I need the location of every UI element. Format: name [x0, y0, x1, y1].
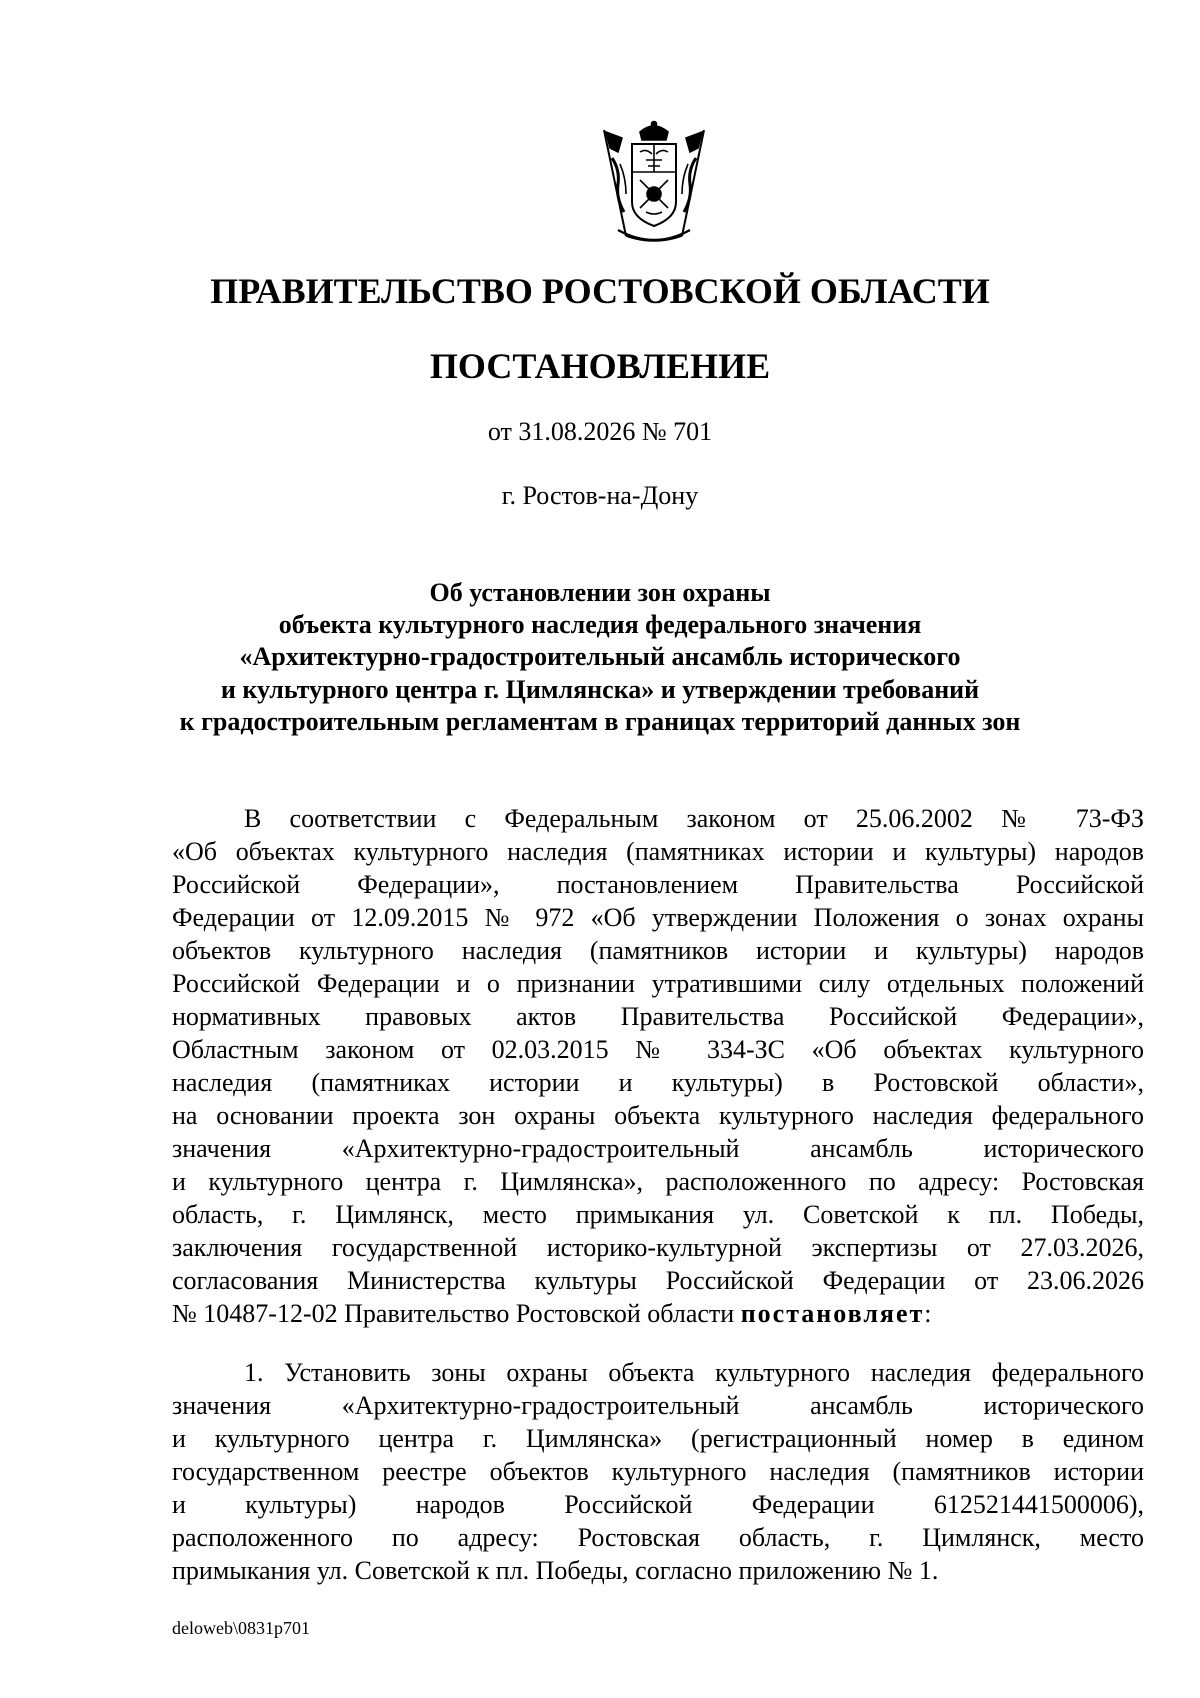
item-1-line: примыкания ул. Советской к пл. Победы, согласно приложению № 1. — [172, 1556, 939, 1585]
item-1-line: и культуры) народов Российской Федерации 612521441500006), — [172, 1490, 1144, 1519]
file-reference: deloweb\0831p701 — [172, 1618, 310, 1638]
preamble-line: область, г. Цимлянск, место примыкания ул. Советской к пл. Победы, — [172, 1200, 1144, 1229]
subject-line: к градостроительным регламентам в границах территорий данных зон — [179, 706, 1021, 736]
preamble-last-line — [172, 1297, 1144, 1330]
preamble-line: Российской Федерации и о признании утратившими силу отдельных положений — [172, 969, 1144, 998]
subject-line: объекта культурного наследия федерального значения — [278, 610, 922, 640]
subject-line: и культурного центра г. Цимлянска» и утверждении требований — [220, 674, 980, 704]
preamble-line: Федерации от 12.09.2015 № 972 «Об утверждении Положения о зонах охраны — [172, 903, 1144, 932]
preamble-line: нормативных правовых актов Правительства Российской Федерации», — [172, 1002, 1144, 1031]
preamble-line: на основании проекта зон охраны объекта культурного наследия федерального — [172, 1101, 1144, 1130]
item-1-line: 1. Установить зоны охраны объекта культурного наследия федерального — [244, 1358, 1144, 1387]
item-1-line: расположенного по адресу: Ростовская область, г. Цимлянск, место — [172, 1523, 1144, 1552]
preamble-last-line-prefix: № 10487-12-02 Правительство Ростовской области — [172, 1299, 741, 1328]
preamble-line: значения «Архитектурно-градостроительный ансамбль исторического — [172, 1134, 1144, 1163]
preamble-line: Областным законом от 02.03.2015 № 334-ЗС «Об объектах культурного — [172, 1035, 1144, 1064]
subject-line: «Архитектурно-градостроительный ансамбль исторического — [239, 642, 961, 672]
preamble-line: заключения государственной историко-культурной экспертизы от 27.03.2026, — [172, 1233, 1144, 1262]
preamble-line: согласования Министерства культуры Российской Федерации от 23.06.2026 — [172, 1266, 1144, 1295]
item-1-paragraph — [172, 1356, 1144, 1587]
preamble-line: В соответствии с Федеральным законом от 25.06.2002 № 73-ФЗ — [244, 804, 1144, 833]
item-1-line: значения «Архитектурно-градостроительный ансамбль исторического — [172, 1391, 1144, 1420]
preamble-line: и культурного центра г. Цимлянска», расположенного по адресу: Ростовская — [172, 1167, 1144, 1196]
item-1-line: и культурного центра г. Цимлянска» (регистрационный номер в едином — [172, 1424, 1144, 1453]
preamble-last-line-suffix: : — [924, 1299, 932, 1328]
preamble-paragraph — [172, 802, 1144, 1330]
subject-line: Об установлении зон охраны — [429, 578, 771, 607]
document-city: г. Ростов-на-Дону — [501, 481, 699, 510]
item-1-line: государственном реестре объектов культурного наследия (памятников истории — [172, 1457, 1144, 1486]
preamble-line: «Об объектах культурного наследия (памятниках истории и культуры) народов — [172, 837, 1144, 866]
resolves-word: постановляет — [740, 1299, 925, 1328]
preamble-line: Российской Федерации», постановлением Правительства Российской — [172, 870, 1144, 899]
document-subject — [150, 577, 1050, 738]
government-title: ПРАВИТЕЛЬСТВО РОСТОВСКОЙ ОБЛАСТИ — [210, 271, 990, 311]
rostov-oblast-coat-of-arms-icon — [596, 118, 712, 250]
preamble-line: объектов культурного наследия (памятников истории и культуры) народов — [172, 936, 1144, 965]
document-type: ПОСТАНОВЛЕНИЕ — [429, 346, 771, 386]
preamble-line: наследия (памятниках истории и культуры) в Ростовской области», — [172, 1068, 1144, 1097]
document-date-number: от 31.08.2026 № 701 — [487, 417, 713, 446]
